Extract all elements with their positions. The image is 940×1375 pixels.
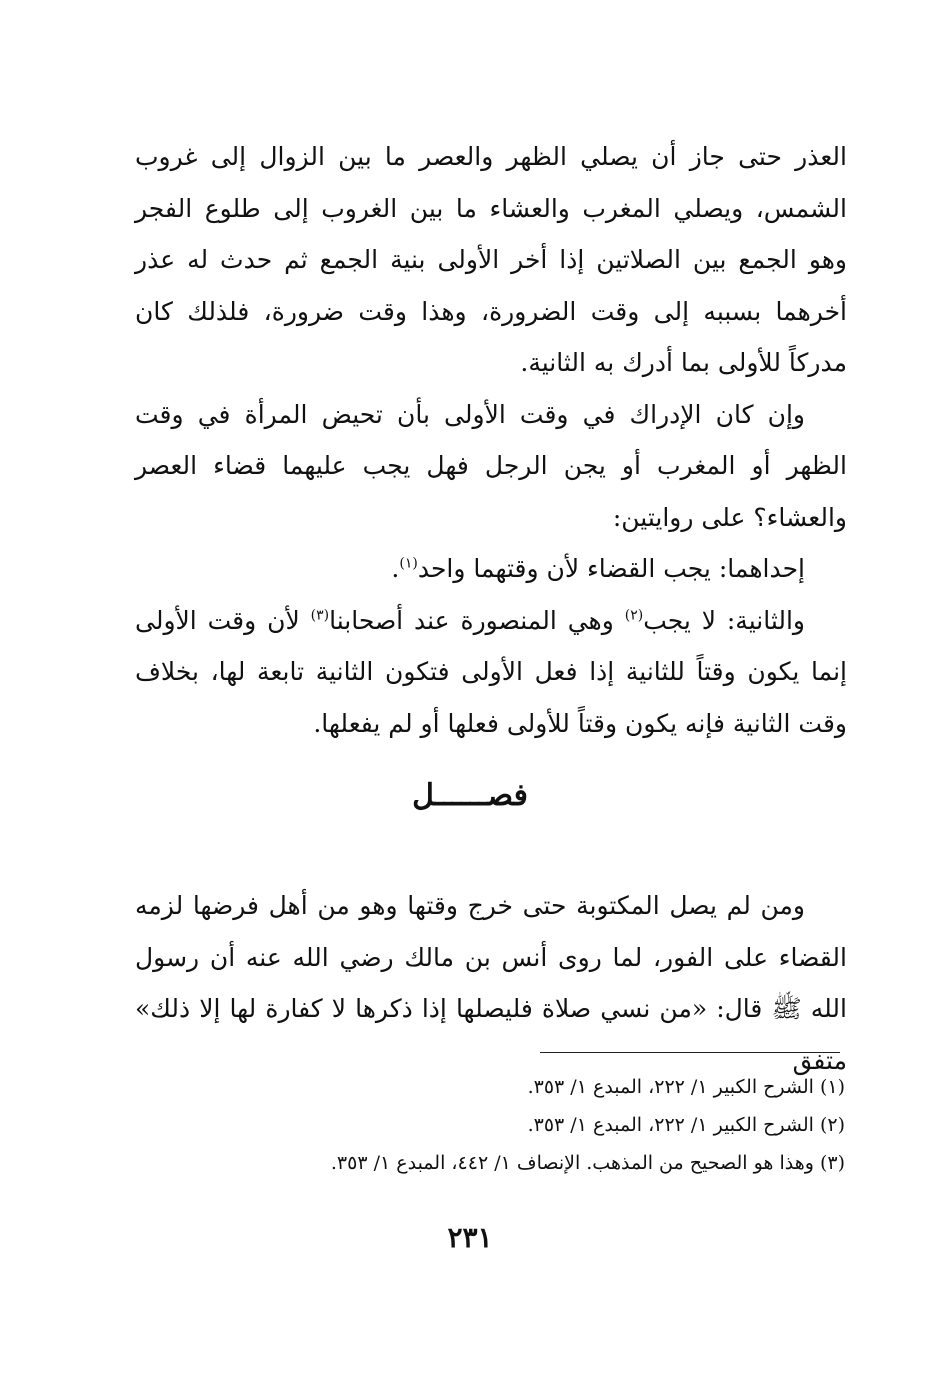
footnote-2: (٢) الشرح الكبير ١/ ٢٢٢، المبدع ١/ ٣٥٣. — [527, 1114, 845, 1136]
footnote-ref-3[interactable]: (٣) — [310, 607, 330, 624]
footnote-ref-2[interactable]: (٢) — [624, 607, 644, 624]
main-text-upper — [135, 131, 847, 749]
main-text-lower — [135, 880, 847, 1086]
paragraph-missed-prayer: ومن لم يصل المكتوبة حتى خرج وقتها وهو من أهل فرضها لزمه القضاء على الفور، لما روى أنس بن مالك رضي الله عنه أن رسول الله ﷺ قال: «من نسي صلاة فليصلها إذا ذكرها لا كفارة لها إلا ذلك» متفق — [135, 891, 847, 1075]
footnote-3: (٣) وهذا هو الصحيح من المذهب. الإنصاف ١/ ٤٤٢، المبدع ١/ ٣٥٣. — [330, 1152, 845, 1174]
first-narration-end: . — [391, 554, 400, 583]
section-heading: فصــــــل — [412, 778, 528, 813]
paragraph-second-narration — [135, 595, 847, 750]
paragraph-first-narration — [135, 543, 847, 595]
paragraph-two-narrations: وإن كان الإدراك في وقت الأولى بأن تحيض المرأة في وقت الظهر أو المغرب أو يجن الرجل فهل يجب عليهما قضاء العصر والعشاء؟ على روايتين: — [135, 399, 847, 532]
footnotes — [300, 1068, 845, 1182]
footnote-1: (١) الشرح الكبير ١/ ٢٢٢، المبدع ١/ ٣٥٣. — [527, 1076, 845, 1098]
first-narration-text: إحداهما: يجب القضاء لأن وقتهما واحد — [417, 554, 805, 583]
second-narration-part-3: لأن وقت الأولى إنما يكون وقتاً للثانية إذا فعل الأولى فتكون الثانية تابعة لها، بخلاف وقت الثانية فإنه يكون وقتاً للأولى فعلها أو لم يفعلها. — [135, 605, 847, 738]
second-narration-part-2: وهي المنصورة عند أصحابنا — [329, 605, 625, 635]
page-number: ٢٣١ — [447, 1221, 493, 1254]
paragraph-continuation: العذر حتى جاز أن يصلي الظهر والعصر ما بين الزوال إلى غروب الشمس، ويصلي المغرب والعشاء ما بين الغروب إلى طلوع الفجر وهو الجمع بين الصلاتين إذا أخر الأولى بنية الجمع ثم حدث له عذر أخرهما بسببه إلى وقت الضرورة، وهذا وقت ضرورة، فلذلك كان مدركاً للأولى بما أدرك به الثانية. — [135, 142, 847, 377]
second-narration-part-1: والثانية: لا يجب — [643, 605, 806, 635]
footnote-divider — [540, 1052, 840, 1053]
footnote-ref-1[interactable]: (١) — [399, 555, 418, 572]
